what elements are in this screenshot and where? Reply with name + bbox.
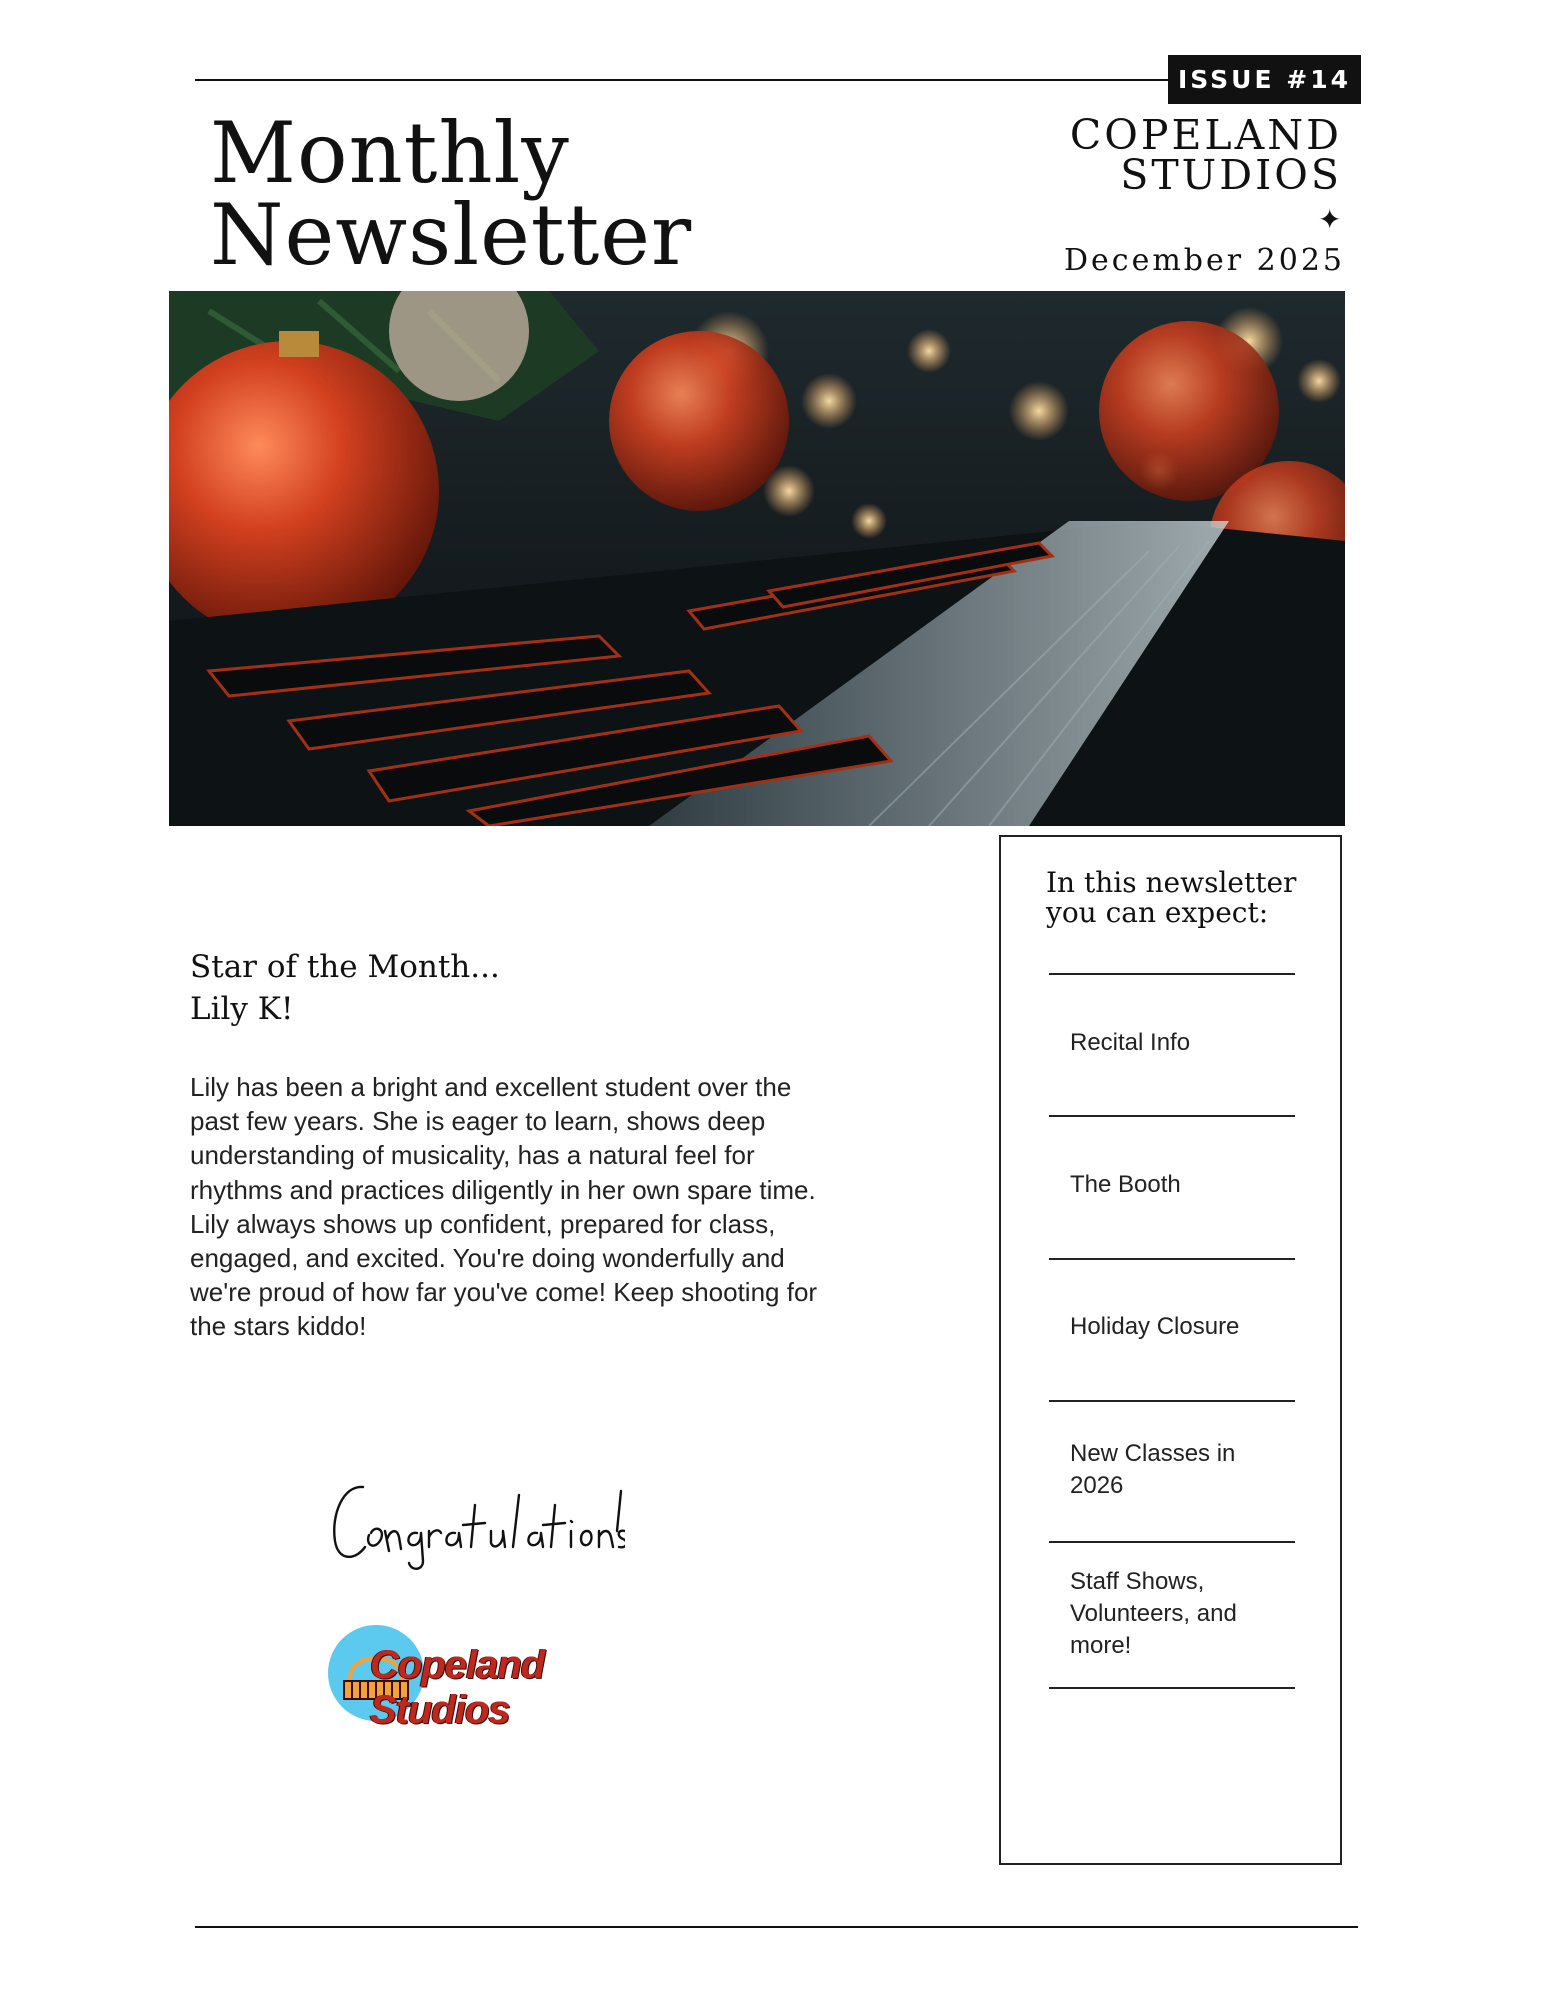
star-of-month-heading [190,946,500,1030]
issue-badge: ISSUE #14 [1168,55,1361,104]
issue-date: December 2025 [1064,243,1345,278]
sidebar-divider [1049,1115,1295,1117]
congratulations-signature [325,1465,625,1575]
sidebar-item-the-booth: The Booth [1070,1171,1181,1198]
four-point-star-icon: ✦ [1318,203,1342,236]
brand-name [1069,111,1342,199]
contents-sidebar [999,835,1342,1865]
sidebar-item-recital-info: Recital Info [1070,1029,1191,1056]
sidebar-item-staff-shows: Staff Shows, Volunteers, and more! [1070,1568,1237,1659]
top-rule [195,79,1225,81]
newsletter-title [210,104,693,284]
title-line-2: Newsletter [210,186,693,284]
bottom-rule [195,1926,1358,1928]
logo-wordmark: Copeland Studios [370,1643,545,1732]
brand-line-1: COPELAND [1069,111,1342,159]
sidebar-title-line-1: In this newsletter [1046,866,1297,899]
sidebar-divider [1049,973,1295,975]
sidebar-title [1046,868,1326,928]
sidebar-item-holiday-closure: Holiday Closure [1070,1313,1240,1340]
piano-with-ornaments-photo [169,291,1345,826]
copeland-studios-logo [326,1621,666,1732]
sidebar-item-new-classes: New Classes in 2026 [1070,1440,1236,1499]
sidebar-divider [1049,1687,1295,1689]
star-of-month-body: Lily has been a bright and excellent student over the past few years. She is eager to learn, shows deep understanding of musicality, has a natural feel for rhythms and practices diligently in her own spare time. Lily always shows up confident, prepared for class, engaged, and excited. You're doing wonderfully and we're proud of how far you've come! Keep shooting for the stars kiddo! [190,1072,818,1342]
star-heading-line-2: Lily K! [190,991,294,1027]
sidebar-title-line-2: you can expect: [1046,896,1269,929]
sidebar-divider [1049,1541,1295,1543]
brand-line-2: STUDIOS [1120,151,1342,199]
title-line-1: Monthly [210,104,570,202]
sidebar-divider [1049,1258,1295,1260]
star-heading-line-1: Star of the Month... [190,949,500,985]
sidebar-divider [1049,1400,1295,1402]
